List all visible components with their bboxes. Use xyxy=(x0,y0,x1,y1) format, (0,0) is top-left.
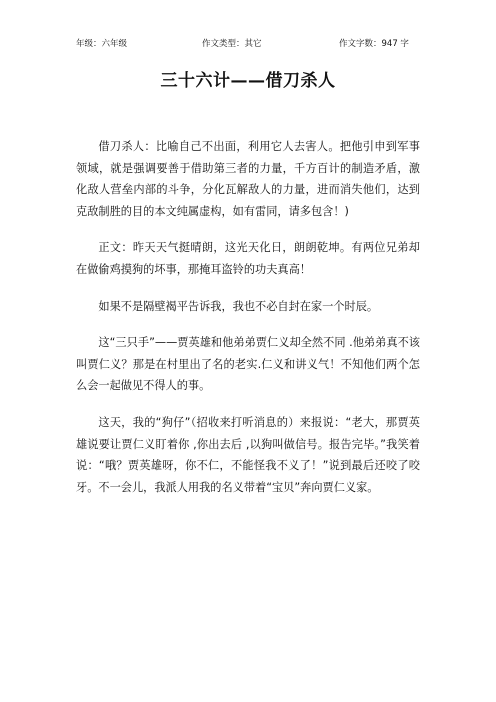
essay-type-label: 作文类型：其它 xyxy=(202,39,262,49)
paragraph-definition: 借刀杀人：比喻自己不出面，利用它人去害人。把他引申到军事领域，就是强调要善于借助第三者的力量，千方百计的制造矛盾，激化敌人营垒内部的斗争，分化瓦解敌人的力量，进而消失他们，达到克敌制胜的目的本文纯属虚构，如有雷同，请多包含！) xyxy=(76,140,420,218)
grade-label: 年级：六年级 xyxy=(76,39,128,49)
word-count-label: 作文字数：947 字 xyxy=(339,39,409,49)
essay-meta-bar xyxy=(76,37,420,51)
paragraph-brothers: 这“三只手”——贾英雄和他弟弟贾仁义却全然不同 .他弟弟真不该叫贾仁义？那是在村里出了名的老实.仁义和讲义气！不知他们两个怎么会一起做见不得人的事。 xyxy=(76,336,420,393)
paragraph-report: 这天，我的“狗仔”（招收来打听消息的）来报说：“老大，那贾英雄说要让贾仁义盯着你 ,你出去后 ,以狗叫做信号。报告完毕。”我笑着说：“哦？贾英雄呀，你不仁，不能怪我不义了！”说到最后还咬了咬牙。不一会儿，我派人用我的名义带着“宝贝”奔向贾仁义家。 xyxy=(76,415,420,494)
essay-title: 三十六计——借刀杀人 xyxy=(160,71,336,91)
paragraph-opening: 正文：昨天天气挺晴朗，这光天化日，朗朗乾坤。有两位兄弟却在做偷鸡摸狗的坏事，那掩耳盗铃的功夫真高！ xyxy=(76,241,420,276)
essay-body xyxy=(76,136,420,513)
paragraph-neighbor: 如果不是隔壁褐平告诉我，我也不必自封在家一个时辰。 xyxy=(98,299,379,313)
